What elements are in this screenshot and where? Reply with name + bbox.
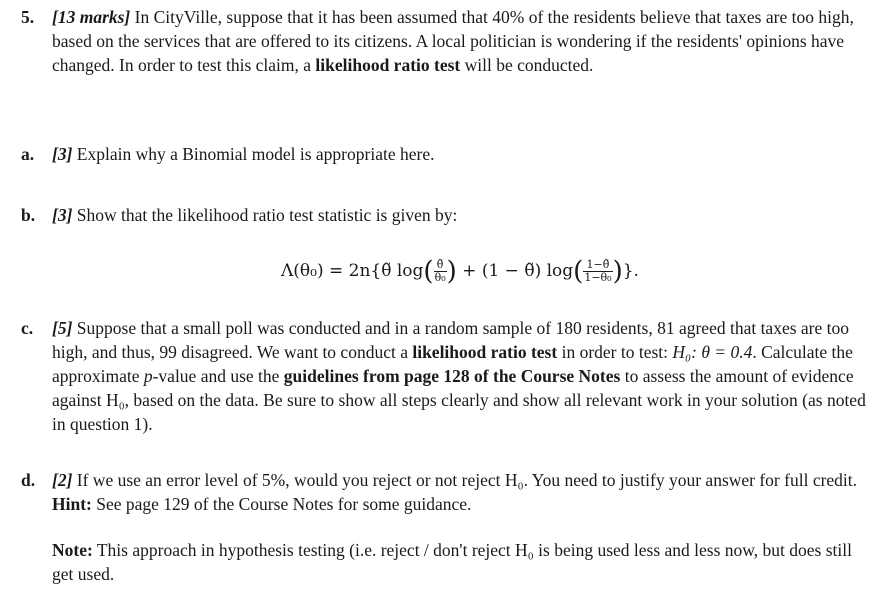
part-d — [21, 468, 866, 516]
note-text: Note: This approach in hypothesis testing (i.e. reject / don't reject H₀ is being used less and less now, but does still get used. — [52, 540, 853, 584]
part-c-text: [5] Suppose that a small poll was conducted and in a random sample of 180 residents, 81 agreed that taxes are too high, and thus, 99 disagreed. We want to conduct a likelihood ratio test in order to test: H₀: θ = 0.4. Calculate the approximate p-value and use the guidelines from page 128 of the Course Notes to assess the amount of evidence against H₀, based on the data. Be sure to show all steps clearly and show all relevant work in your solution (as noted in question 1). — [52, 318, 866, 434]
emphasis-likelihood-ratio-test: likelihood ratio test — [412, 342, 558, 362]
emphasis-guidelines: guidelines from page 128 of the Course Notes — [283, 366, 621, 386]
part-a-text: [3] Explain why a Binomial model is appropriate here. — [52, 144, 435, 164]
marks-label: [3] — [52, 205, 73, 225]
part-b-label: b. — [21, 205, 36, 225]
part-c-label: c. — [21, 318, 34, 338]
fraction-1: $\frac{\thetã}{\text{θ₀}}$ — [434, 258, 446, 284]
marks-label: [2] — [52, 470, 73, 490]
part-b-text: [3] Show that the likelihood ratio test statistic is given by: — [52, 205, 458, 225]
note — [21, 538, 866, 586]
formula-lhs: Λ(θ₀) = 2n{θ̃ log — [281, 261, 424, 281]
part-a — [21, 142, 866, 166]
hint-label: Hint: — [52, 494, 92, 514]
emphasis-likelihood-ratio-test: likelihood ratio test — [315, 55, 461, 75]
likelihood-ratio-formula: Λ(θ₀) = 2n{θ̃ log( $\frac{\thetã}{\text{θ₀}}$ ) + (1 − θ̃) log( $\frac{1-\thetã}{\text{1−θ₀}}$ )}. — [281, 256, 639, 287]
marks-label: [3] — [52, 144, 73, 164]
note-label: Note: — [52, 540, 93, 560]
part-d-label: d. — [21, 470, 36, 490]
formula-middle: + (1 − θ̃) log — [456, 261, 574, 281]
marks-label: [13 marks] — [52, 7, 131, 27]
question-5-text: [13 marks] In CityVille, suppose that it has been assumed that 40% of the residents believe that taxes are too high, based on the services that are offered to its citizens. A local politician is wondering if the residents' opinions have changed. In order to test this claim, a likelihood ratio test will be conducted. — [52, 7, 854, 75]
formula-end: }. — [622, 261, 639, 281]
question-number: 5. — [21, 7, 35, 27]
question-5 — [21, 5, 866, 77]
fraction-2: $\frac{1-\thetã}{\text{1−θ₀}}$ — [584, 258, 612, 284]
part-a-label: a. — [21, 144, 35, 164]
marks-label: [5] — [52, 318, 73, 338]
part-c — [21, 316, 866, 436]
part-b — [21, 203, 866, 227]
part-d-text: [2] If we use an error level of 5%, would you reject or not reject H₀. You need to justify your answer for full credit. Hint: See page 129 of the Course Notes for some guidance. — [52, 470, 858, 514]
null-hypothesis: H₀: θ = 0.4 — [672, 342, 753, 362]
